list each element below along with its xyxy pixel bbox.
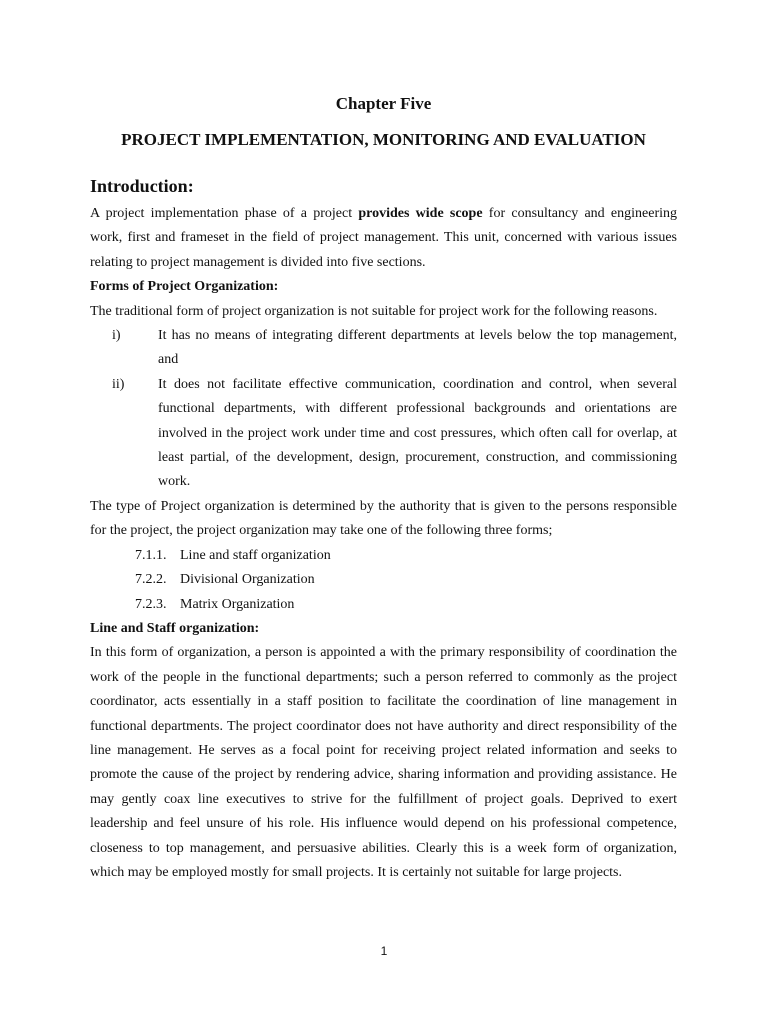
list-item (90, 324, 677, 373)
list-item (90, 593, 677, 617)
body-text (90, 202, 677, 885)
introduction-heading: Introduction: (90, 176, 194, 196)
list-item-number: 7.1.1. (135, 547, 167, 563)
introduction-paragraph (90, 202, 677, 275)
list-item (90, 568, 677, 592)
chapter-label: Chapter Five (335, 94, 432, 113)
line-staff-paragraph: In this form of organization, a person is appointed a with the primary responsibility of coordination the work of the people in the functional departments; such a person referred to commonly as the project coordinator, acts essentially in a staff position to facilitate the coordination of line management in functional departments. The project coordinator does not have authority and direct responsibility of the line management. He serves as a focal point for receiving project related information and seeks to promote the cause of the project by rendering advice, sharing information and providing assistance. He may gently coax line executives to strive for the fulfillment of project goals. Deprived to exert leadership and feel unsure of his role. His influence would depend on his professional competence, closeness to top management, and persuasive abilities. Clearly this is a week form of organization, which may be employed mostly for small projects. It is certainly not suitable for large projects. (90, 645, 677, 880)
list-item-text: Line and staff organization (180, 547, 331, 563)
list-item-text: Divisional Organization (180, 572, 315, 588)
intro-text-start: A project implementation phase of a project (90, 206, 359, 221)
intro-emphasis: provides wide scope (358, 206, 483, 221)
chapter-title: PROJECT IMPLEMENTATION, MONITORING AND EVALUATION (121, 130, 646, 149)
list-item-number: i) (112, 328, 121, 344)
forms-heading: Forms of Project Organization: (90, 279, 279, 295)
list-item (90, 544, 677, 568)
line-staff-heading: Line and Staff organization: (90, 620, 260, 636)
list-item-number: ii) (112, 376, 125, 392)
forms-intro: The traditional form of project organization is not suitable for project work for the following reasons. (90, 303, 658, 319)
list-item-number: 7.2.2. (135, 572, 167, 588)
list-item-text: It has no means of integrating different departments at levels below the top management, and (158, 328, 677, 368)
intro-text-end: for consultancy and engineering work, first and frameset in the field of project management. This unit, concerned with various issues relating to project management is divided into five sections. (90, 206, 677, 270)
list-item-text: Matrix Organization (180, 596, 295, 612)
types-intro: The type of Project organization is determined by the authority that is given to the persons responsible for the project, the project organization may take one of the following three forms; (90, 498, 677, 539)
page-number: 1 (380, 944, 388, 958)
list-item-number: 7.2.3. (135, 596, 167, 612)
list-item (90, 373, 677, 495)
list-item-text: It does not facilitate effective communication, coordination and control, when several functional departments, with different professional backgrounds and orientations are involved in the project work under time and cost pressures, which often call for overlap, at least partial, of the development, design, procurement, construction, and commissioning work. (158, 376, 677, 490)
